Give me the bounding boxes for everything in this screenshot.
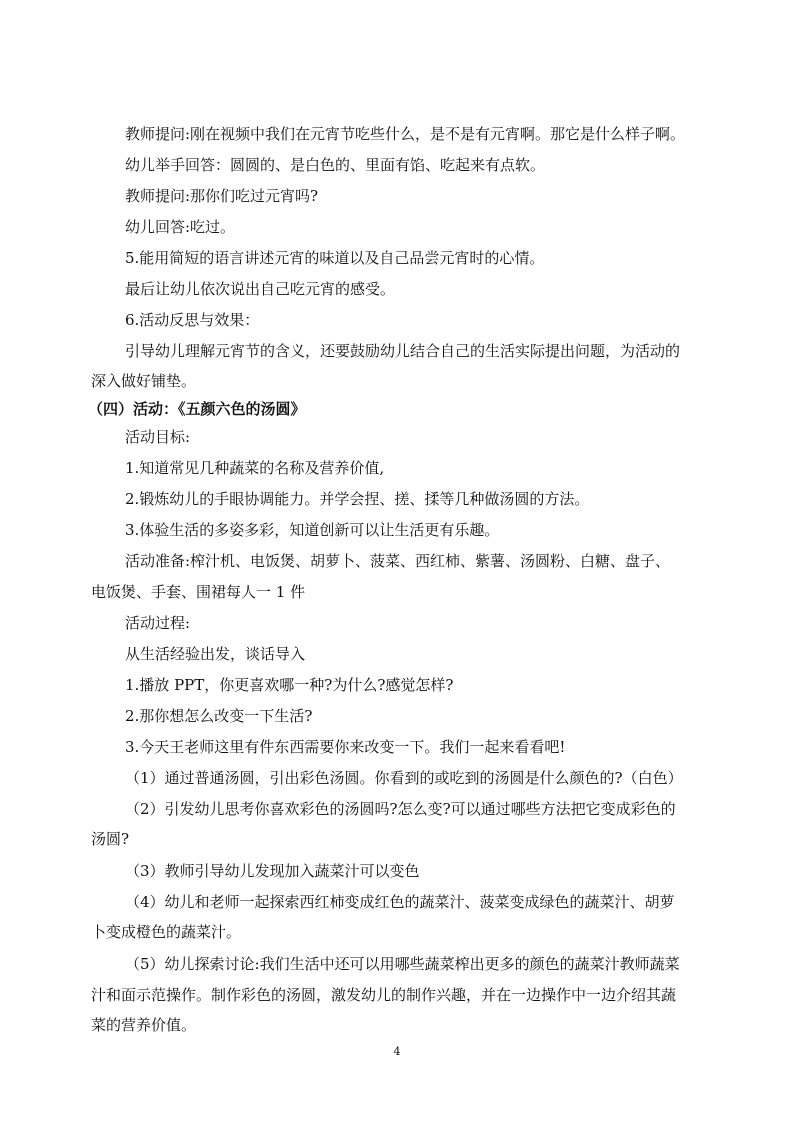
text-line: （1）通过普通汤圆，引出彩色汤圆。你看到的或吃到的汤圆是什么颜色的?（白色） — [125, 769, 683, 787]
text-line: 5.能用简短的语言讲述元宵的味道以及自己品尝元宵时的心情。 — [125, 249, 545, 267]
text-line: （5）幼儿探索讨论:我们生活中还可以用哪些蔬菜榨出更多的颜色的蔬菜汁教师蔬菜 — [125, 955, 680, 973]
text-line: 幼儿举手回答：圆圆的、是白色的、里面有馅、吃起来有点软。 — [125, 156, 546, 174]
text-line: 3.体验生活的多姿多彩，知道创新可以让生活更有乐趣。 — [125, 521, 500, 539]
text-line: 幼儿回答:吃过。 — [125, 218, 236, 236]
text-line: （3）教师引导幼儿发现加入蔬菜汁可以变色 — [125, 862, 420, 880]
text-line: 引导幼儿理解元宵节的含义，还要鼓励幼儿结合自己的生活实际提出问题，为活动的 — [125, 342, 681, 360]
text-line: 汤圆? — [91, 830, 130, 848]
text-line: 活动过程: — [125, 614, 191, 632]
text-line: 3.今天王老师这里有件东西需要你来改变一下。我们一起来看看吧! — [125, 738, 566, 756]
text-line: 卜变成橙色的蔬菜汁。 — [91, 923, 242, 941]
text-line: 1.知道常见几种蔬菜的名称及营养价值, — [125, 459, 385, 477]
text-line: （2）引发幼儿思考你喜欢彩色的汤圆吗?怎么变?可以通过哪些方法把它变成彩色的 — [125, 800, 676, 818]
text-line: 电饭煲、手套、围裙每人一 1 件 — [91, 583, 306, 601]
text-line: 活动准备:榨汁机、电饭煲、胡萝卜、菠菜、西红柿、紫薯、汤圆粉、白糖、盘子、 — [125, 552, 671, 570]
text-line: 菜的营养价值。 — [91, 1016, 197, 1034]
text-line: 教师提问:刚在视频中我们在元宵节吃些什么，是不是有元宵啊。那它是什么样子啊。 — [125, 125, 686, 143]
text-line: 6.活动反思与效果： — [125, 311, 260, 329]
text-line: （4）幼儿和老师一起探索西红柿变成红色的蔬菜汁、菠菜变成绿色的蔬菜汁、胡萝 — [125, 893, 675, 911]
section-heading: （四）活动：《五颜六色的汤圆》 — [88, 400, 306, 418]
text-line: 2.那你想怎么改变一下生活? — [125, 707, 313, 725]
page-number: 4 — [393, 1045, 401, 1058]
text-line: 深入做好铺垫。 — [91, 372, 197, 390]
text-line: 最后让幼儿依次说出自己吃元宵的感受。 — [125, 280, 396, 298]
text-line: 教师提问:那你们吃过元宵吗? — [125, 187, 319, 205]
text-line: 汁和面示范操作。制作彩色的汤圆，激发幼儿的制作兴趣，并在一边操作中一边介绍其蔬 — [91, 986, 677, 1004]
text-line: 从生活经验出发，谈话导入 — [125, 645, 306, 663]
text-line: 活动目标: — [125, 428, 191, 446]
text-line: 2.锻炼幼儿的手眼协调能力。并学会捏、搓、揉等几种做汤圆的方法。 — [125, 490, 590, 508]
text-line: 1.播放 PPT，你更喜欢哪一种?为什么?感觉怎样? — [125, 676, 454, 694]
